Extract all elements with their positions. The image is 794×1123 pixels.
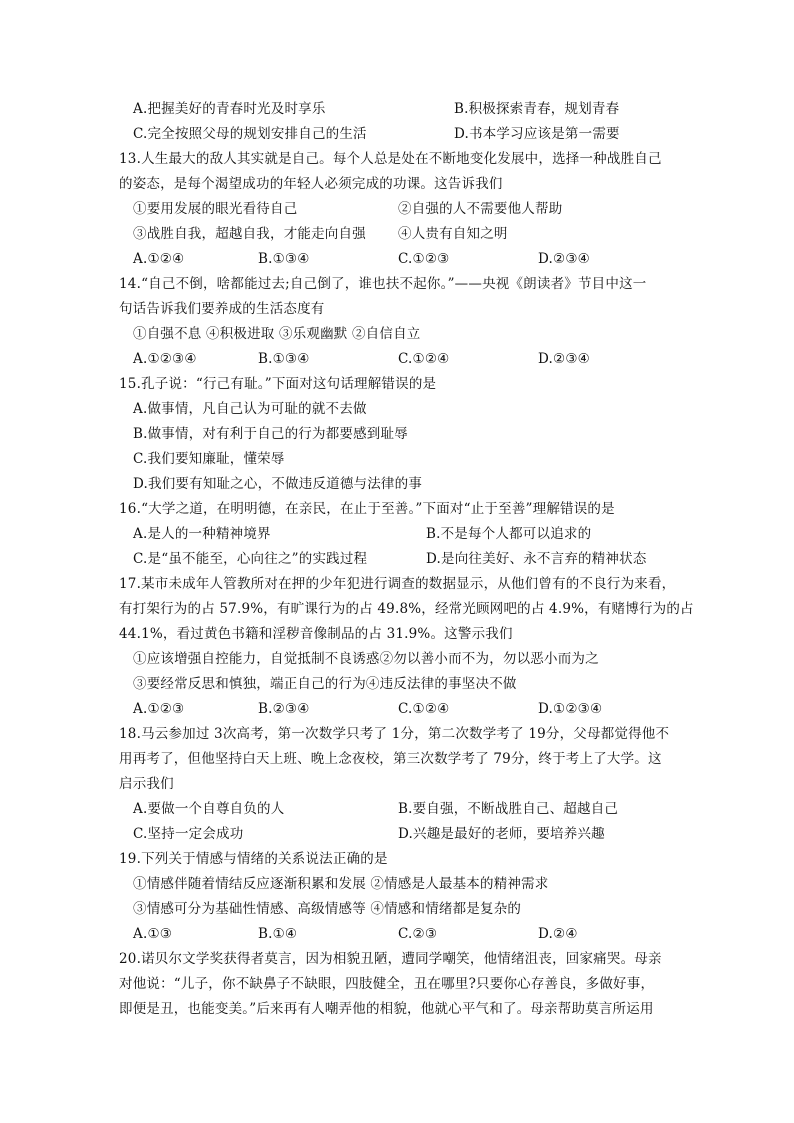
q14-stem-line1: 14.“自己不倒，啥都能过去;自己倒了，谁也扶不起你。”——央视《朗读者》节目中这一 [119,276,647,292]
q14-option-c: C.①②④ [398,351,450,367]
q17-stem-line2: 有打架行为的占 57.9%，有旷课行为的占 49.8%，经常光顾网吧的占 4.9%，有赌博行为的占 [119,601,694,617]
q15-option-a: A.做事情，凡自己认为可耻的就不去做 [133,401,367,417]
q14-option-d: D.②③④ [538,351,590,367]
q19-statements-2: ③情感可分为基础性情感、高级情感等 ④情感和情绪都是复杂的 [133,901,522,917]
q13-option-d: D.②③④ [538,251,590,267]
q16-stem: 16.“大学之道，在明明德，在亲民，在止于至善。”下面对“止于至善”理解错误的是 [119,501,615,517]
q16-option-b: B.不是每个人都可以追求的 [426,526,592,542]
q19-stem: 19.下列关于情感与情绪的关系说法正确的是 [119,851,388,867]
q20-stem-line1: 20.诺贝尔文学奖获得者莫言，因为相貌丑陋，遭同学嘲笑，他情绪沮丧，回家痛哭。母亲 [119,951,662,967]
q12-option-c: C.完全按照父母的规划安排自己的生活 [133,126,367,142]
q13-option-c: C.①②③ [398,251,450,267]
q13-statement-4: ④人贵有自知之明 [398,226,508,242]
q12-option-a: A.把握美好的青春时光及时享乐 [133,101,326,117]
q15-option-c: C.我们要知廉耻，懂荣辱 [133,451,285,467]
q18-stem-line1: 18.马云参加过 3次高考，第一次数学只考了 1分，第二次数学考了 19分，父母都觉得他不 [119,726,670,742]
q20-stem-line3: 即便是丑，也能变美。”后来再有人嘲弄他的相貌，他就心平气和了。母亲帮助莫言所运用 [119,1001,654,1017]
q18-option-d: D.兴趣是最好的老师，要培养兴趣 [398,826,605,842]
q15-option-d: D.我们要有知耻之心，不做违反道德与法律的事 [133,476,423,492]
q17-stem-line3: 44.1%，看过黄色书籍和淫秽音像制品的占 31.9%。这警示我们 [119,626,513,642]
q16-option-c: C.是“虽不能至，心向往之”的实践过程 [133,551,368,567]
q19-option-c: C.②③ [398,926,438,942]
q13-statement-2: ②自强的人不需要他人帮助 [398,201,563,217]
q12-option-d: D.书本学习应该是第一需要 [454,126,620,142]
q20-stem-line2: 对他说：“儿子，你不缺鼻子不缺眼，四肢健全，丑在哪里?只要你心存善良，多做好事， [119,976,655,992]
q18-option-c: C.坚持一定会成功 [133,826,244,842]
q15-stem: 15.孔子说：“行己有耻。”下面对这句话理解错误的是 [119,376,437,392]
q19-statements-1: ①情感伴随着情结反应逐渐积累和发展 ②情感是人最基本的精神需求 [133,876,549,892]
q19-option-b: B.①④ [258,926,298,942]
q18-stem-line3: 启示我们 [119,776,174,792]
q18-option-a: A.要做一个自尊自负的人 [133,801,285,817]
q17-statements-1: ①应该增强自控能力，自觉抵制不良诱惑②勿以善小而不为，勿以恶小而为之 [133,651,599,667]
q13-option-a: A.①②④ [133,251,185,267]
q17-option-c: C.①②④ [398,701,450,717]
q18-stem-line2: 用再考了，但他坚持白天上班、晚上念夜校，第三次数学考了 79分，终于考上了大学。这 [119,751,662,767]
q16-option-d: D.是向往美好、永不言弃的精神状态 [426,551,647,567]
q14-statements: ①自强不息 ④积极进取 ③乐观幽默 ②自信自立 [133,326,421,342]
q12-option-b: B.积极探索青春，规划青春 [454,101,620,117]
q17-option-a: A.①②③ [133,701,185,717]
q16-option-a: A.是人的一种精神境界 [133,526,271,542]
q18-option-b: B.要自强，不断战胜自己、超越自己 [398,801,619,817]
q17-stem-line1: 17.某市未成年人管教所对在押的少年犯进行调查的数据显示，从他们曾有的不良行为来看， [119,576,676,592]
q19-option-d: D.②④ [538,926,578,942]
q17-option-d: D.①②③④ [538,701,603,717]
q17-option-b: B.②③④ [258,701,310,717]
q13-statement-3: ③战胜自我，超越自我，才能走向自强 [133,226,366,242]
q14-option-a: A.①②③④ [133,351,197,367]
q13-statement-1: ①要用发展的眼光看待自己 [133,201,298,217]
q13-stem-line2: 的姿态，是每个渴望成功的年轻人必须完成的功课。这告诉我们 [119,176,503,192]
q13-stem-line1: 13.人生最大的敌人其实就是自己。每个人总是处在不断地变化发展中，选择一种战胜自己 [119,151,662,167]
q17-statements-2: ③要经常反思和慎独，端正自己的行为④违反法律的事坚决不做 [133,676,517,692]
q14-stem-line2: 句话告诉我们要养成的生活态度有 [119,301,325,317]
q14-option-b: B.①③④ [258,351,310,367]
q19-option-a: A.①③ [133,926,173,942]
q15-option-b: B.做事情，对有利于自己的行为都要感到耻辱 [133,426,408,442]
q13-option-b: B.①③④ [258,251,310,267]
